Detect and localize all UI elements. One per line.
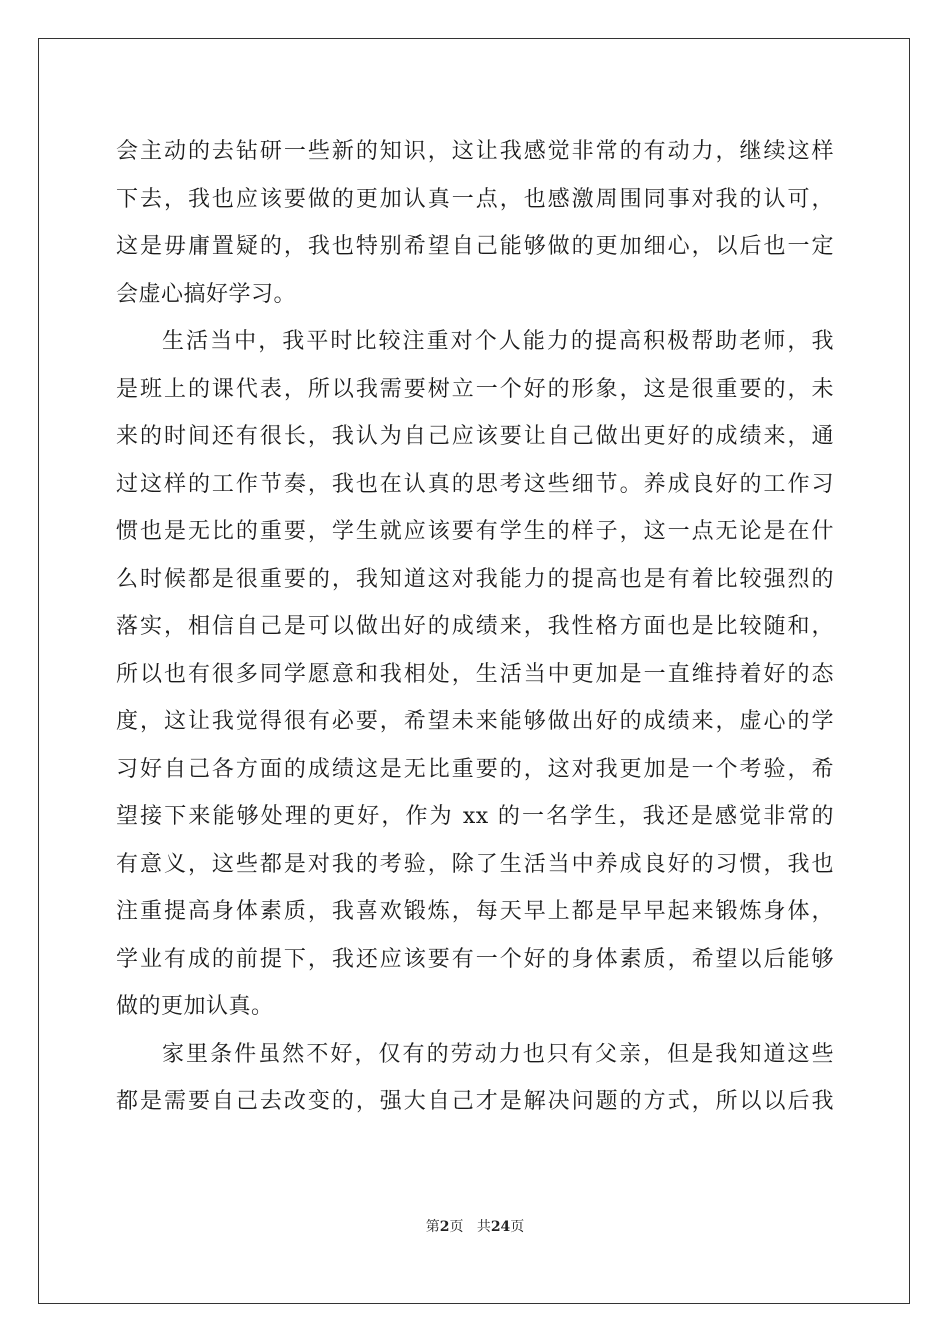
page-suffix: 页 [449, 1219, 464, 1235]
text-line: 所以也有很多同学愿意和我相处，生活当中更加是一直维持着好的态 [116, 661, 834, 687]
text-line: 习好自己各方面的成绩这是无比重要的，这对我更加是一个考验，希 [116, 756, 834, 782]
text-line: 会主动的去钻研一些新的知识，这让我感觉非常的有动力，继续这样 [116, 139, 834, 164]
total-prefix: 共 [476, 1219, 491, 1235]
document-body [116, 128, 834, 1126]
text-line: 这是毋庸置疑的，我也特别希望自己能够做的更加细心，以后也一定 [116, 234, 834, 259]
text-line: 来的时间还有很长，我认为自己应该要让自己做出更好的成绩来，通 [116, 424, 834, 449]
page-footer [0, 1216, 950, 1236]
text-line: 落实，相信自己是可以做出好的成绩来，我性格方面也是比较随和， [116, 614, 834, 639]
text-line: 注重提高身体素质，我喜欢锻炼，每天早上都是早早起来锻炼身体， [116, 899, 834, 924]
text-line: 望接下来能够处理的更好，作为 xx 的一名学生，我还是感觉非常的 [116, 804, 834, 829]
text-line: 度，这让我觉得很有必要，希望未来能够做出好的成绩来，虚心的学 [116, 709, 834, 734]
text-line: 惯也是无比的重要，学生就应该要有学生的样子，这一点无论是在什 [116, 519, 834, 544]
text-line: 下去，我也应该要做的更加认真一点，也感激周围同事对我的认可， [116, 186, 834, 212]
text-line: 有意义，这些都是对我的考验，除了生活当中养成良好的习惯，我也 [116, 851, 834, 877]
text-line: 会虚心搞好学习。 [116, 281, 297, 307]
page-number: 2 [439, 1219, 450, 1235]
text-line: 学业有成的前提下，我还应该要有一个好的身体素质，希望以后能够 [116, 946, 834, 972]
text-line: 么时候都是很重要的，我知道这对我能力的提高也是有着比较强烈的 [116, 566, 834, 592]
total-pages: 24 [490, 1219, 511, 1235]
text-line: 生活当中，我平时比较注重对个人能力的提高积极帮助老师，我 [162, 329, 834, 354]
text-line: 是班上的课代表，所以我需要树立一个好的形象，这是很重要的，未 [116, 376, 834, 402]
text-line: 过这样的工作节奏，我也在认真的思考这些细节。养成良好的工作习 [116, 471, 834, 497]
text-line: 家里条件虽然不好，仅有的劳动力也只有父亲，但是我知道这些 [162, 1041, 834, 1067]
text-line: 都是需要自己去改变的，强大自己才是解决问题的方式，所以以后我 [116, 1089, 834, 1114]
page-prefix: 第 [425, 1219, 440, 1235]
total-suffix: 页 [510, 1219, 525, 1235]
text-line: 做的更加认真。 [116, 994, 274, 1019]
